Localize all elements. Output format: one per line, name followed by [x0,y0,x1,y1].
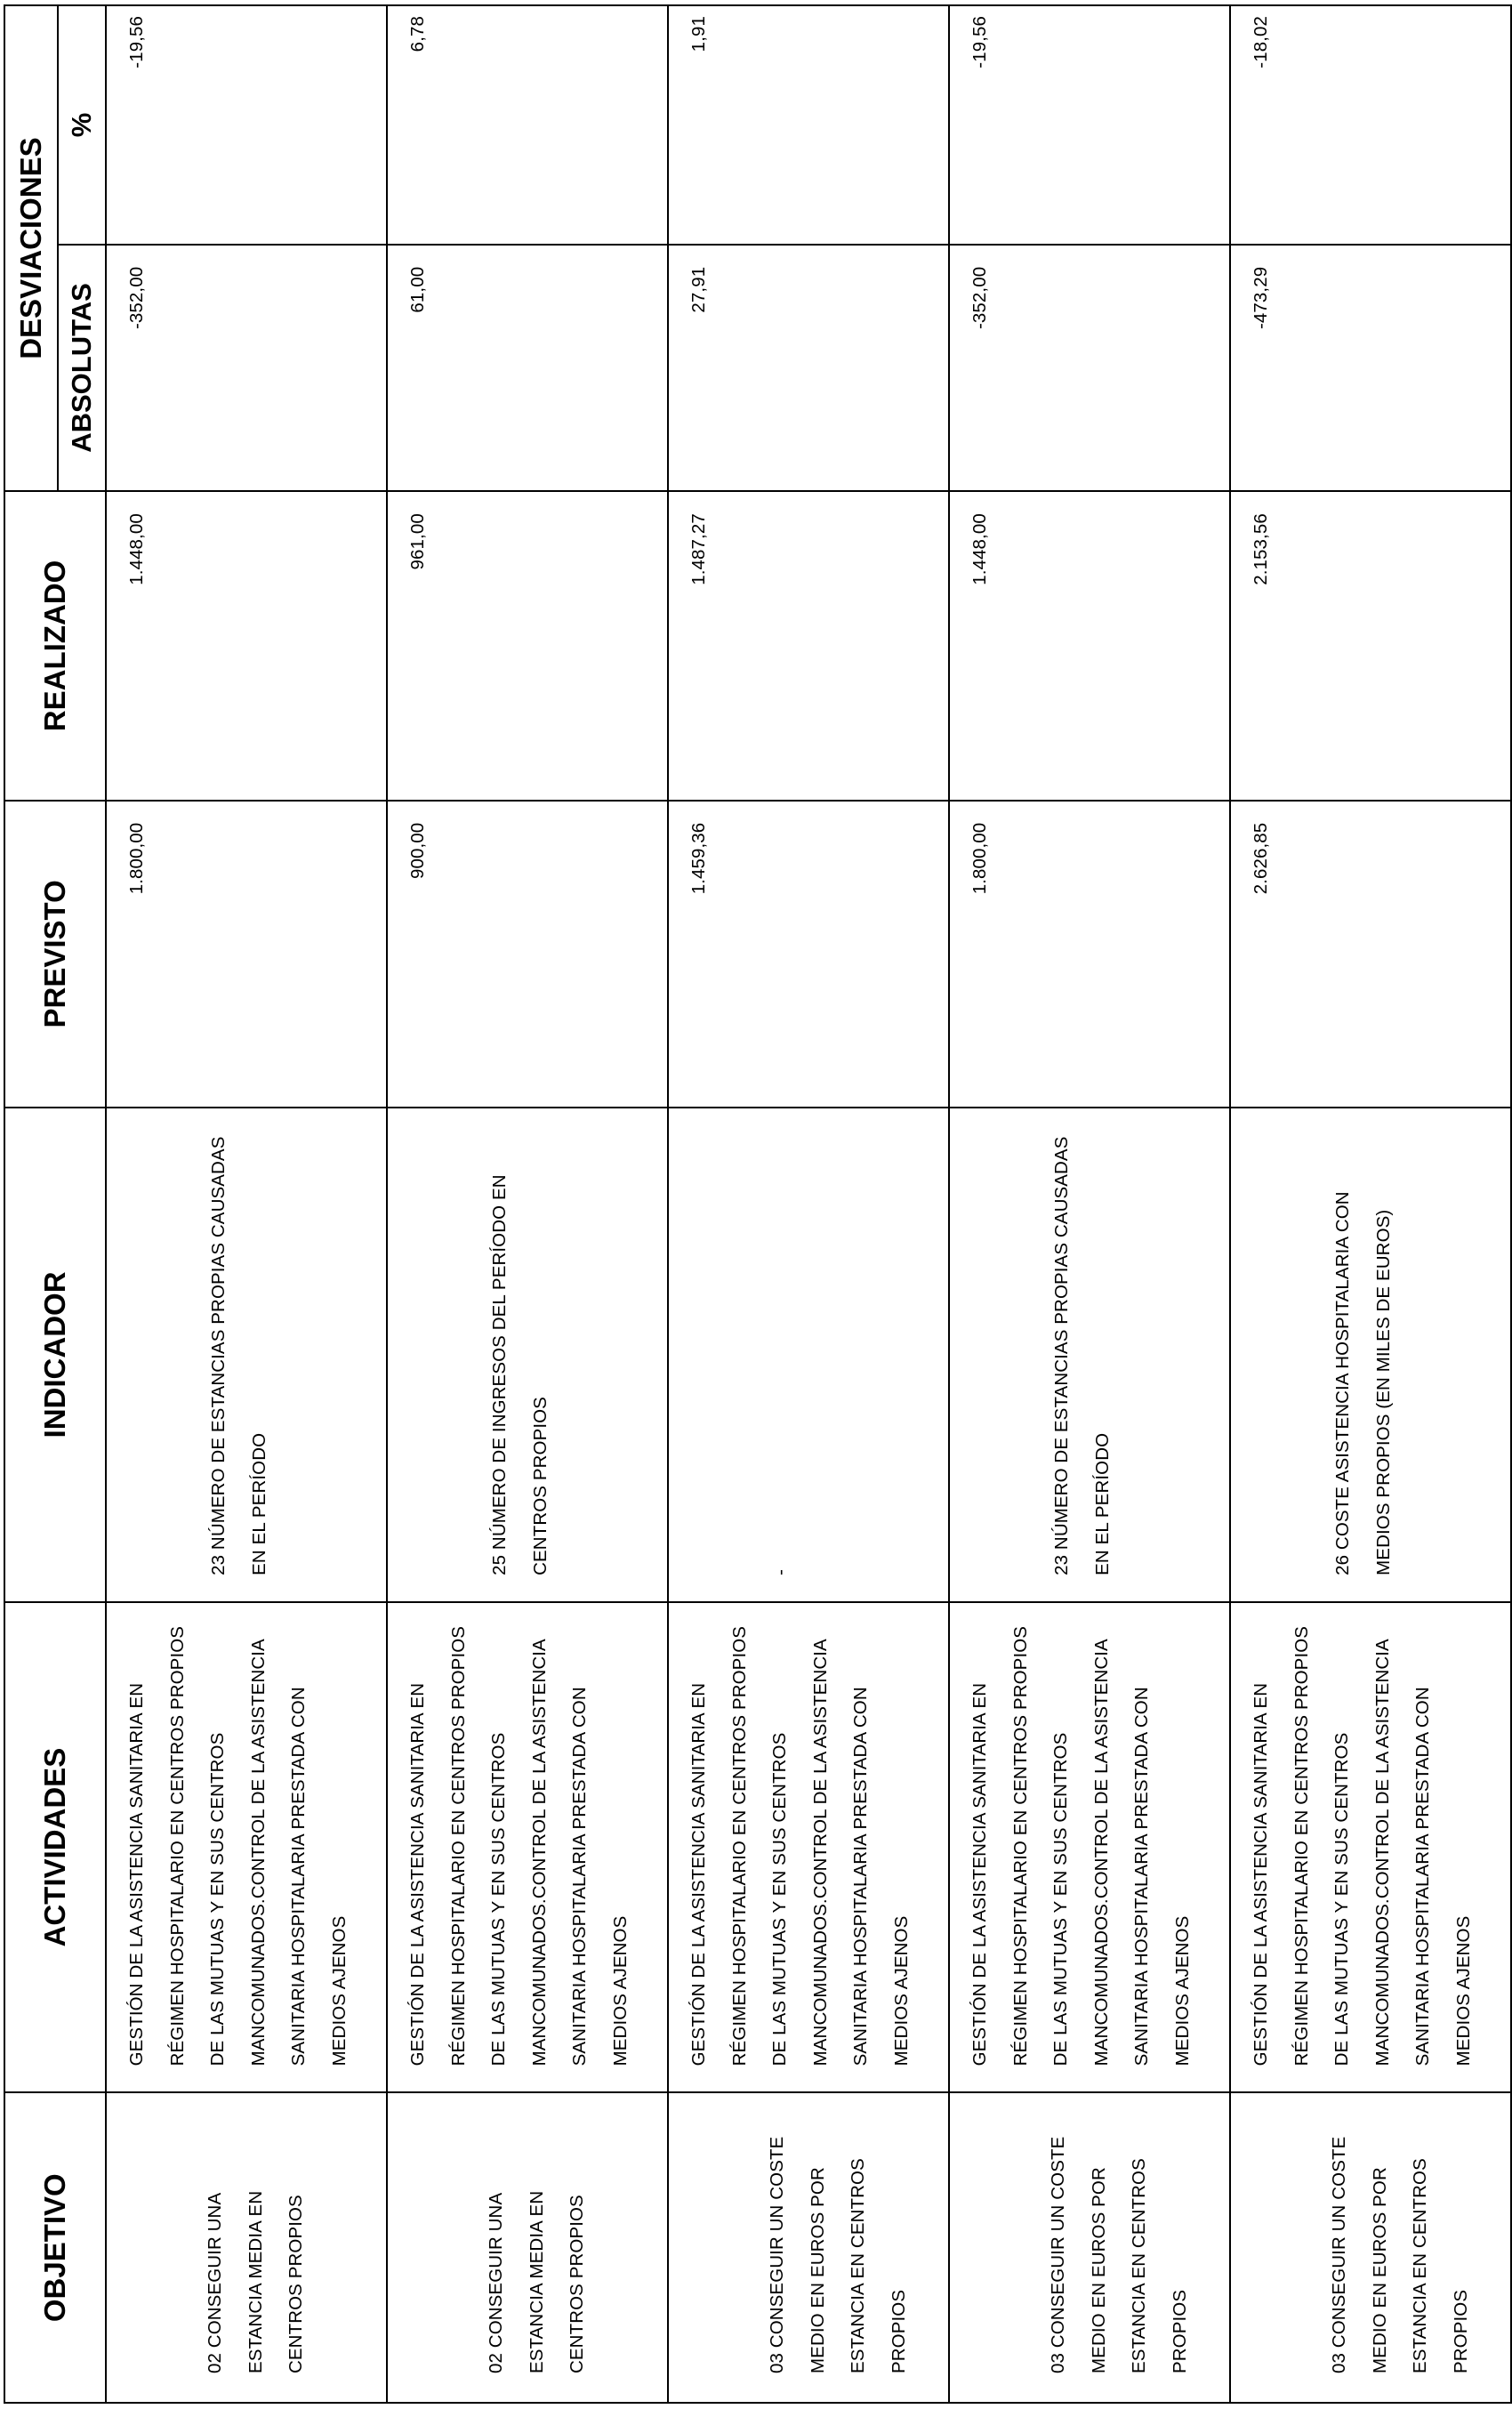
actividades-text: GESTIÓN DE LA ASISTENCIA SANITARIA EN RÉGIMEN HOSPITALARIO EN CENTROS PROPIOS DE LAS MUTUAS Y EN SUS CENTROS MANCOMUNADOS.CONTROL DE LA ASISTENCIA SANITARIA HOSPITALARIA PRESTADA CON MEDIOS AJENOS [688,1625,912,2067]
previsto-value: 1.800,00 [969,822,990,895]
cell-porcentaje [949,5,1230,245]
realizado-value: 2.153,56 [1251,513,1271,585]
previsto-value: 1.800,00 [126,822,147,895]
cell-actividades [387,1602,668,2093]
realizado-value: 1.487,27 [688,513,709,585]
cell-previsto [949,801,1230,1108]
cell-actividades [1230,1602,1511,2093]
cell-absolutas [387,245,668,491]
header-actividades: ACTIVIDADES [4,1602,106,2093]
table-row [1230,5,1511,2403]
cell-realizado [387,491,668,801]
objetivo-text: 02 CONSEGUIR UNA ESTANCIA MEDIA EN CENTROS PROPIOS [486,2190,587,2373]
actividades-text: GESTIÓN DE LA ASISTENCIA SANITARIA EN RÉGIMEN HOSPITALARIO EN CENTROS PROPIOS DE LAS MUTUAS Y EN SUS CENTROS MANCOMUNADOS.CONTROL DE LA ASISTENCIA SANITARIA HOSPITALARIA PRESTADA CON MEDIOS AJENOS [969,1625,1193,2067]
table-row [106,5,387,2403]
absolutas-value: -352,00 [969,266,990,330]
cell-objetivo [949,2092,1230,2403]
previsto-value: 900,00 [407,822,428,879]
cell-realizado [1230,491,1511,801]
realizado-value: 1.448,00 [969,513,990,585]
header-previsto: PREVISTO [4,801,106,1108]
cell-indicador [387,1108,668,1602]
cell-objetivo [106,2092,387,2403]
header-indicador: INDICADOR [4,1108,106,1602]
cell-indicador [106,1108,387,1602]
objetivo-text: 03 CONSEGUIR UN COSTE MEDIO EN EUROS POR ESTANCIA EN CENTROS PROPIOS [1329,2136,1471,2373]
previsto-value: 1.459,36 [688,822,709,895]
header-desviaciones: DESVIACIONES [4,5,58,491]
cell-absolutas [106,245,387,491]
porcentaje-value: 6,78 [407,16,428,52]
absolutas-value: 27,91 [688,266,709,313]
absolutas-value: -473,29 [1251,266,1271,330]
header-realizado: REALIZADO [4,491,106,801]
cell-realizado [949,491,1230,801]
previsto-value: 2.626,85 [1251,822,1271,895]
cell-absolutas [949,245,1230,491]
cell-objetivo [1230,2092,1511,2403]
cell-porcentaje [106,5,387,245]
porcentaje-value: -19,56 [126,16,147,68]
indicador-text: 26 COSTE ASISTENCIA HOSPITALARIA CON MEDIOS PROPIOS (EN MILES DE EUROS) [1332,1191,1394,1575]
porcentaje-value: -18,02 [1251,16,1271,68]
objetivo-text: 02 CONSEGUIR UNA ESTANCIA MEDIA EN CENTROS PROPIOS [205,2190,306,2373]
table-row [387,5,668,2403]
indicador-text: - [770,1568,791,1575]
cell-actividades [106,1602,387,2093]
cell-realizado [668,491,949,801]
cell-indicador [668,1108,949,1602]
cell-objetivo [668,2092,949,2403]
cell-actividades [949,1602,1230,2093]
cell-previsto [1230,801,1511,1108]
cell-indicador [949,1108,1230,1602]
porcentaje-value: 1,91 [688,16,709,52]
actividades-text: GESTIÓN DE LA ASISTENCIA SANITARIA EN RÉGIMEN HOSPITALARIO EN CENTROS PROPIOS DE LAS MUTUAS Y EN SUS CENTROS MANCOMUNADOS.CONTROL DE LA ASISTENCIA SANITARIA HOSPITALARIA PRESTADA CON MEDIOS AJENOS [407,1625,631,2067]
realizado-value: 1.448,00 [126,513,147,585]
cell-realizado [106,491,387,801]
absolutas-value: -352,00 [126,266,147,330]
header-objetivo: OBJETIVO [4,2092,106,2403]
cell-previsto [668,801,949,1108]
cell-absolutas [1230,245,1511,491]
cell-previsto [106,801,387,1108]
indicador-text: 23 NÚMERO DE ESTANCIAS PROPIAS CAUSADAS EN EL PERÍODO [208,1136,269,1575]
cell-porcentaje [1230,5,1511,245]
table-row [949,5,1230,2403]
header-porcentaje: % [58,5,106,245]
table-row [668,5,949,2403]
cell-porcentaje [387,5,668,245]
objetivo-text: 03 CONSEGUIR UN COSTE MEDIO EN EUROS POR ESTANCIA EN CENTROS PROPIOS [1048,2136,1190,2373]
realizado-value: 961,00 [407,513,428,570]
table-body [106,5,1511,2403]
absolutas-value: 61,00 [407,266,428,313]
actividades-text: GESTIÓN DE LA ASISTENCIA SANITARIA EN RÉGIMEN HOSPITALARIO EN CENTROS PROPIOS DE LAS MUTUAS Y EN SUS CENTROS MANCOMUNADOS.CONTROL DE LA ASISTENCIA SANITARIA HOSPITALARIA PRESTADA CON MEDIOS AJENOS [1251,1625,1474,2067]
cell-objetivo [387,2092,668,2403]
porcentaje-value: -19,56 [969,16,990,68]
cell-previsto [387,801,668,1108]
objectives-table [4,4,1512,2404]
indicador-text: 25 NÚMERO DE INGRESOS DEL PERÍODO EN CENTROS PROPIOS [489,1174,551,1575]
cell-actividades [668,1602,949,2093]
actividades-text: GESTIÓN DE LA ASISTENCIA SANITARIA EN RÉGIMEN HOSPITALARIO EN CENTROS PROPIOS DE LAS MUTUAS Y EN SUS CENTROS MANCOMUNADOS.CONTROL DE LA ASISTENCIA SANITARIA HOSPITALARIA PRESTADA CON MEDIOS AJENOS [126,1625,350,2067]
cell-indicador [1230,1108,1511,1602]
objetivo-text: 03 CONSEGUIR UN COSTE MEDIO EN EUROS POR ESTANCIA EN CENTROS PROPIOS [767,2136,909,2373]
cell-porcentaje [668,5,949,245]
header-absolutas: ABSOLUTAS [58,245,106,491]
indicador-text: 23 NÚMERO DE ESTANCIAS PROPIAS CAUSADAS EN EL PERÍODO [1051,1136,1113,1575]
table-header [4,5,106,2403]
cell-absolutas [668,245,949,491]
